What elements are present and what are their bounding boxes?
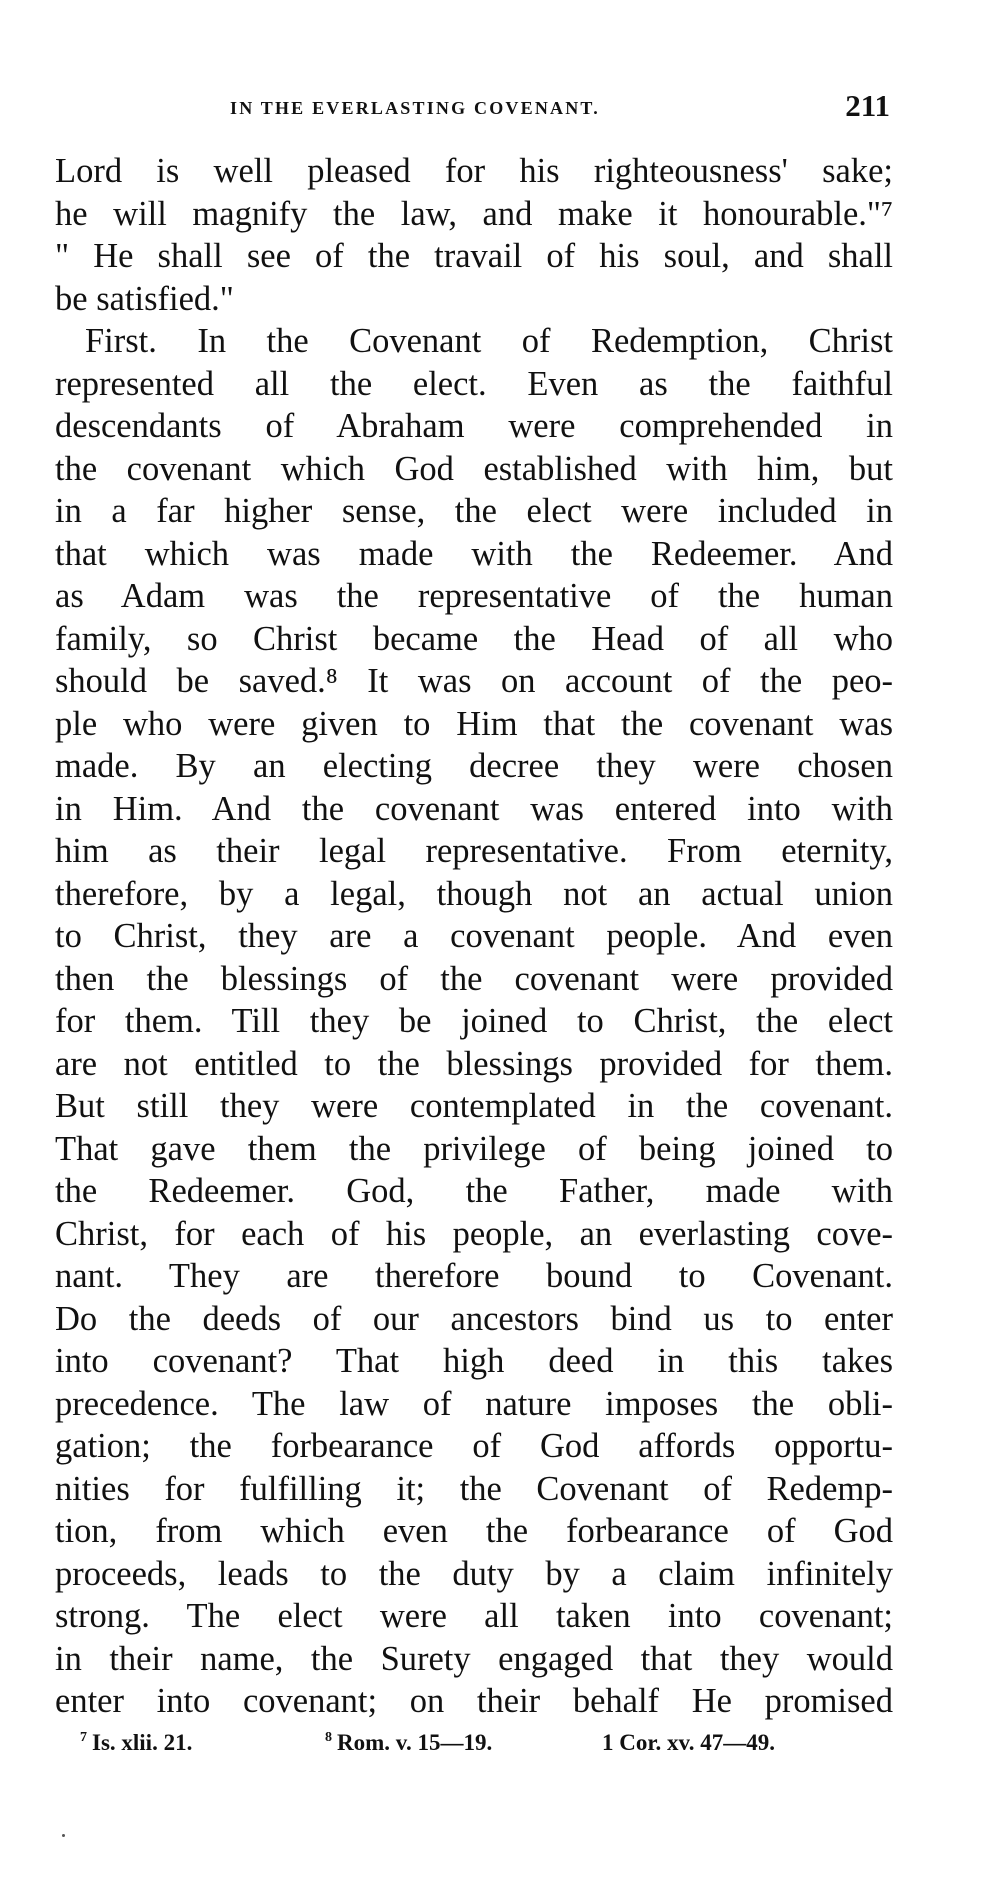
text-line: gation; the forbearance of God affords opportu- [55,1427,893,1465]
text-line: First. In the Covenant of Redemption, Christ [85,322,893,360]
text-line: That gave them the privilege of being joined to [55,1129,893,1168]
text-line: descendants of Abraham were comprehended in [55,407,893,445]
text-line: " He shall see of the travail of his soul, and shall [55,237,893,275]
text-line: that which was made with the Redeemer. And [55,534,893,573]
text-line: tion, from which even the forbearance of God [55,1512,893,1550]
text-line: nities for fulfilling it; the Covenant of Redemp- [55,1469,893,1508]
text-line: Do the deeds of our ancestors bind us to enter [55,1299,893,1338]
text-line: for them. Till they be joined to Christ, the elect [55,1002,893,1040]
footnotes [80,1730,880,1766]
text-line: to Christ, they are a covenant people. And even [55,917,893,955]
text-line: nant. They are therefore bound to Covenant. [55,1257,893,1295]
text-line: should be saved.⁸ It was on account of the peo- [55,662,893,700]
text-line: therefore, by a legal, though not an actual union [55,874,893,913]
footnote-text: Is. xlii. 21. [92,1730,193,1755]
text-line: in a far higher sense, the elect were included in [55,492,893,530]
running-head [230,88,890,132]
text-line: the Redeemer. God, the Father, made with [55,1172,893,1210]
text-line: in their name, the Surety engaged that they would [55,1639,893,1678]
text-line: strong. The elect were all taken into covenant; [55,1597,893,1635]
footnote-8 [325,1730,492,1756]
text-line: But still they were contemplated in the covenant. [55,1087,893,1125]
scan-speck [62,1834,65,1837]
page-number: 211 [845,88,890,123]
text-line: precedence. The law of nature imposes the obli- [55,1384,893,1423]
text-line: enter into covenant; on their behalf He promised [55,1682,893,1720]
text-line: made. By an electing decree they were chosen [55,747,893,785]
text-line: into covenant? That high deed in this takes [55,1342,893,1380]
text-line: be satisfied." [55,279,234,318]
text-line: the covenant which God established with him, but [55,449,893,488]
body-text [55,150,893,1723]
text-line: then the blessings of the covenant were provided [55,959,893,998]
footnote-text: Rom. v. 15—19. [337,1730,493,1755]
footnote-text: 1 Cor. xv. 47—49. [602,1730,775,1755]
text-line: proceeds, leads to the duty by a claim infinitely [55,1554,893,1593]
text-line: ple who were given to Him that the covenant was [55,704,893,743]
text-line: as Adam was the representative of the human [55,577,893,615]
running-title: IN THE EVERLASTING COVENANT. [230,98,600,118]
footnote-8-continued [602,1730,775,1756]
text-line: in Him. And the covenant was entered into with [55,789,893,828]
text-line: are not entitled to the blessings provided for them. [55,1044,893,1083]
footnote-marker: 7 [80,1730,87,1745]
text-line: family, so Christ became the Head of all who [55,619,893,658]
text-line: him as their legal representative. From eternity, [55,832,893,870]
text-line: represented all the elect. Even as the faithful [55,364,893,403]
text-line: Christ, for each of his people, an everlasting cove- [55,1214,893,1253]
footnote-7 [80,1730,192,1756]
text-line: he will magnify the law, and make it honourable."⁷ [55,194,893,233]
text-line: Lord is well pleased for his righteousness' sake; [55,152,893,190]
footnote-marker: 8 [325,1730,332,1745]
